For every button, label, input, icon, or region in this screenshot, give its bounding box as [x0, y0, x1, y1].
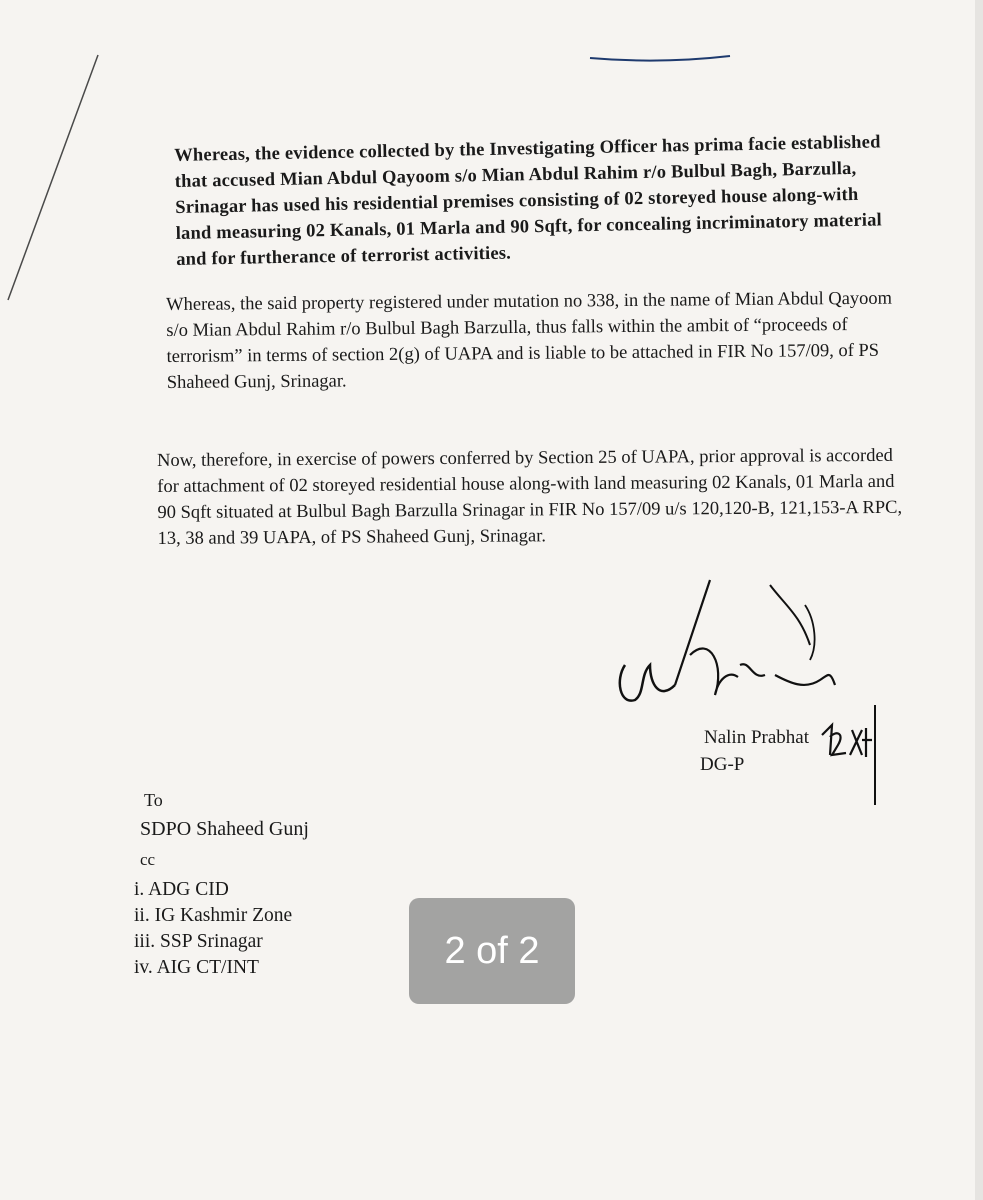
cc-item: ii. IG Kashmir Zone: [134, 905, 293, 926]
to-label: To: [144, 790, 163, 810]
signatory-name: Nalin Prabhat: [704, 727, 810, 748]
cc-item: iv. AIG CT/INT: [134, 957, 259, 978]
paragraph-approval: Now, therefore, in exercise of powers conferred by Section 25 of UAPA, prior approval is accorded for attachment of 02 storeyed residential house along-with land measuring 02 Kanals, 01 Marla and 90 Sqft situated at Bulbul Bagh Barzulla Srinagar in FIR No 157/09 u/s 120,120-B, 121,153-A RPC, 13, 38 and 39 UAPA, of PS Shaheed Gunj, Srinagar.: [157, 445, 903, 549]
cc-item: i. ADG CID: [134, 879, 229, 900]
paper-fold-line: [0, 0, 120, 330]
viewer-frame-right: [975, 0, 983, 1200]
page-indicator: 2 of 2: [409, 898, 575, 1004]
blue-pen-mark: [580, 50, 740, 70]
signatory-designation: DG-P: [700, 754, 745, 775]
recipient: SDPO Shaheed Gunj: [140, 818, 309, 840]
cc-list: [134, 877, 292, 981]
handwritten-signature: [600, 565, 930, 815]
cc-label: cc: [140, 850, 156, 869]
paragraph-evidence: Whereas, the evidence collected by the Investigating Officer has prima facie established that accused Mian Abdul Qayoom s/o Mian Abdul Rahim r/o Bulbul Bagh, Barzulla, Srinagar has used his residential premises consisting of 02 storeyed house along-with land measuring 02 Kanals, 01 Marla and 90 Sqft, for concealing incriminatory material and for furtherance of terrorist activities.: [174, 132, 883, 270]
cc-item: iii. SSP Srinagar: [134, 931, 263, 952]
paragraph-property: Whereas, the said property registered under mutation no 338, in the name of Mian Abdul Qayoom s/o Mian Abdul Rahim r/o Bulbul Bagh Barzulla, thus falls within the ambit of “proceeds of terrorism” in terms of section 2(g) of UAPA and is liable to be attached in FIR No 157/09, of PS Shaheed Gunj, Srinagar.: [166, 288, 893, 393]
